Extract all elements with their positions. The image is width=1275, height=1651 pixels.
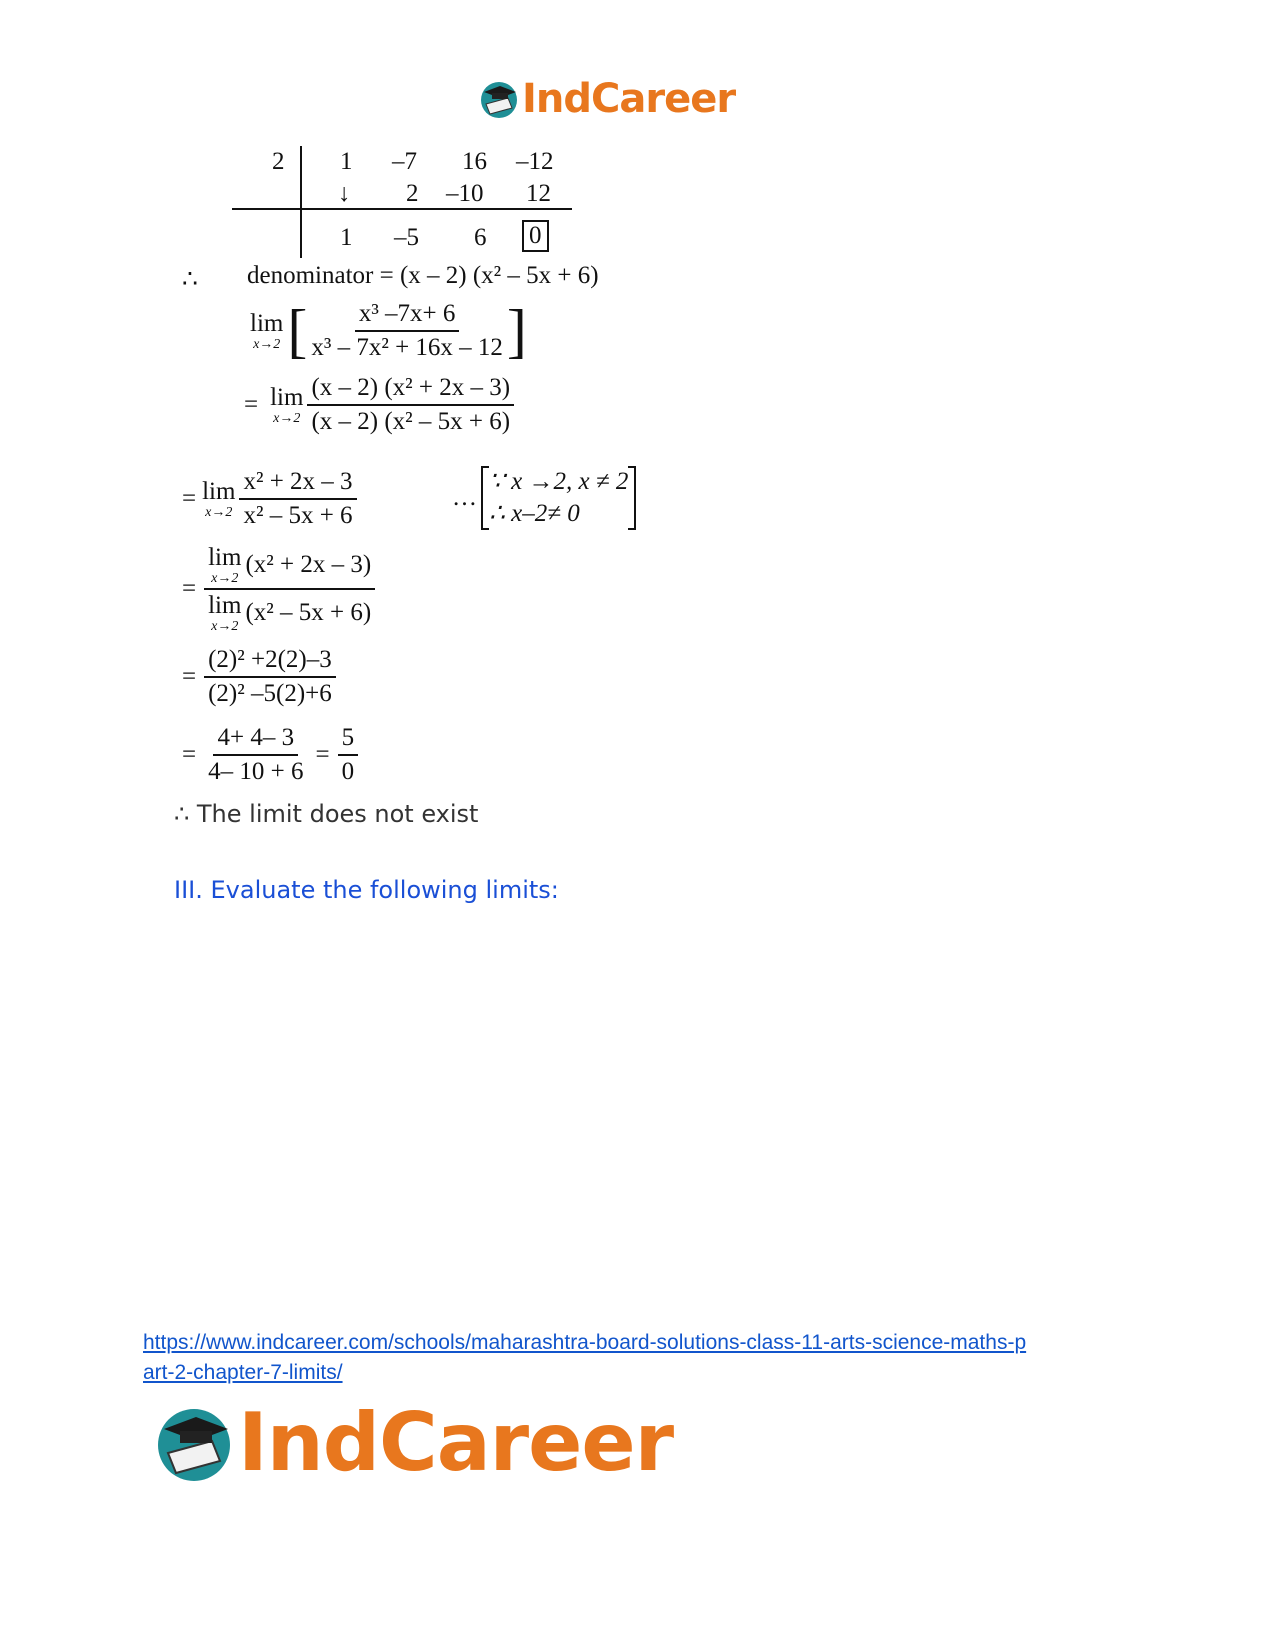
step6-denominator: 4– 10 + 6 [208, 758, 304, 785]
row1-cell: 1 [340, 148, 353, 175]
step4-denominator: (x² – 5x + 6) [245, 599, 372, 626]
row3-cell: 6 [474, 224, 487, 251]
logo-text: IndCareer [238, 1396, 674, 1489]
lim-sub: x→2 [211, 571, 239, 586]
step1-denominator: x³ – 7x² + 16x – 12 [311, 334, 503, 361]
divisor: 2 [272, 148, 285, 175]
step-6 [182, 724, 358, 786]
lim-label: lim [250, 310, 284, 337]
row2-cell: 2 [406, 180, 419, 207]
step-4 [182, 544, 375, 634]
equals: = [244, 391, 259, 418]
equals: = [182, 485, 197, 512]
row2-cell: 12 [526, 180, 551, 207]
equals: = [182, 741, 197, 768]
lim-label: lim [208, 592, 242, 619]
therefore-symbol: ∴ [182, 266, 198, 293]
graduation-cap-book-globe-icon [478, 78, 520, 120]
conclusion-text: ∴ The limit does not exist [174, 800, 479, 828]
remainder-box: 0 [522, 220, 549, 252]
section-heading: III. Evaluate the following limits: [174, 876, 559, 904]
step5-numerator: (2)² +2(2)–3 [204, 646, 336, 678]
result-denominator: 0 [341, 758, 355, 785]
lim-label: lim [270, 384, 304, 411]
step-5 [182, 646, 336, 708]
equals: = [315, 741, 330, 768]
logo-text: IndCareer [522, 76, 736, 122]
row3-cell: 1 [340, 224, 353, 251]
step3-numerator: x² + 2x – 3 [239, 468, 356, 500]
step2-numerator: (x – 2) (x² + 2x – 3) [307, 374, 514, 406]
synthetic-division [230, 146, 575, 261]
lim-sub: x→2 [205, 505, 233, 520]
footer-link-line-2[interactable]: art-2-chapter-7-limits/ [143, 1361, 343, 1384]
lim-sub: x→2 [273, 411, 301, 426]
step4-numerator: (x² + 2x – 3) [245, 551, 372, 578]
row2-cell: –10 [446, 180, 484, 207]
row1-cell: –7 [392, 148, 417, 175]
row2-cell: ↓ [338, 180, 351, 207]
footer-link-line-1[interactable]: https://www.indcareer.com/schools/maharashtra-board-solutions-class-11-arts-science-maths-p [143, 1331, 1027, 1354]
row1-cell: –12 [516, 148, 554, 175]
condition-note [452, 466, 636, 530]
lim-sub: x→2 [211, 619, 239, 634]
equals: = [182, 663, 197, 690]
lim-label: lim [208, 544, 242, 571]
row3-cell: –5 [394, 224, 419, 251]
footer-logo [152, 1396, 673, 1489]
step-3 [182, 468, 357, 530]
graduation-cap-book-globe-icon [152, 1401, 236, 1485]
step1-numerator: x³ –7x+ 6 [355, 300, 460, 332]
denominator-line: denominator = (x – 2) (x² – 5x + 6) [247, 262, 599, 289]
step-1: lim x→2 [ $\frac{\text{x³ –7x+ 6}}{\text{x³ – 7x² + 16x – 12}}$ ] [250, 298, 527, 364]
step5-denominator: (2)² –5(2)+6 [208, 680, 332, 707]
step-2 [244, 374, 514, 436]
row1-cell: 16 [462, 148, 487, 175]
lim-sub: x→2 [253, 337, 281, 352]
step3-denominator: x² – 5x + 6 [243, 502, 353, 529]
result-numerator: 5 [338, 724, 359, 756]
step6-numerator: 4+ 4– 3 [213, 724, 298, 756]
footer-source-link[interactable] [143, 1328, 1026, 1388]
equals: = [182, 575, 197, 602]
note-line-2: ∴ x–2≠ 0 [489, 500, 580, 527]
header-logo [478, 76, 735, 122]
lim-label: lim [202, 478, 236, 505]
note-line-1: ∵ x →2, x ≠ 2 [489, 468, 629, 495]
step2-denominator: (x – 2) (x² – 5x + 6) [311, 408, 511, 435]
ellipsis: … [452, 484, 477, 511]
